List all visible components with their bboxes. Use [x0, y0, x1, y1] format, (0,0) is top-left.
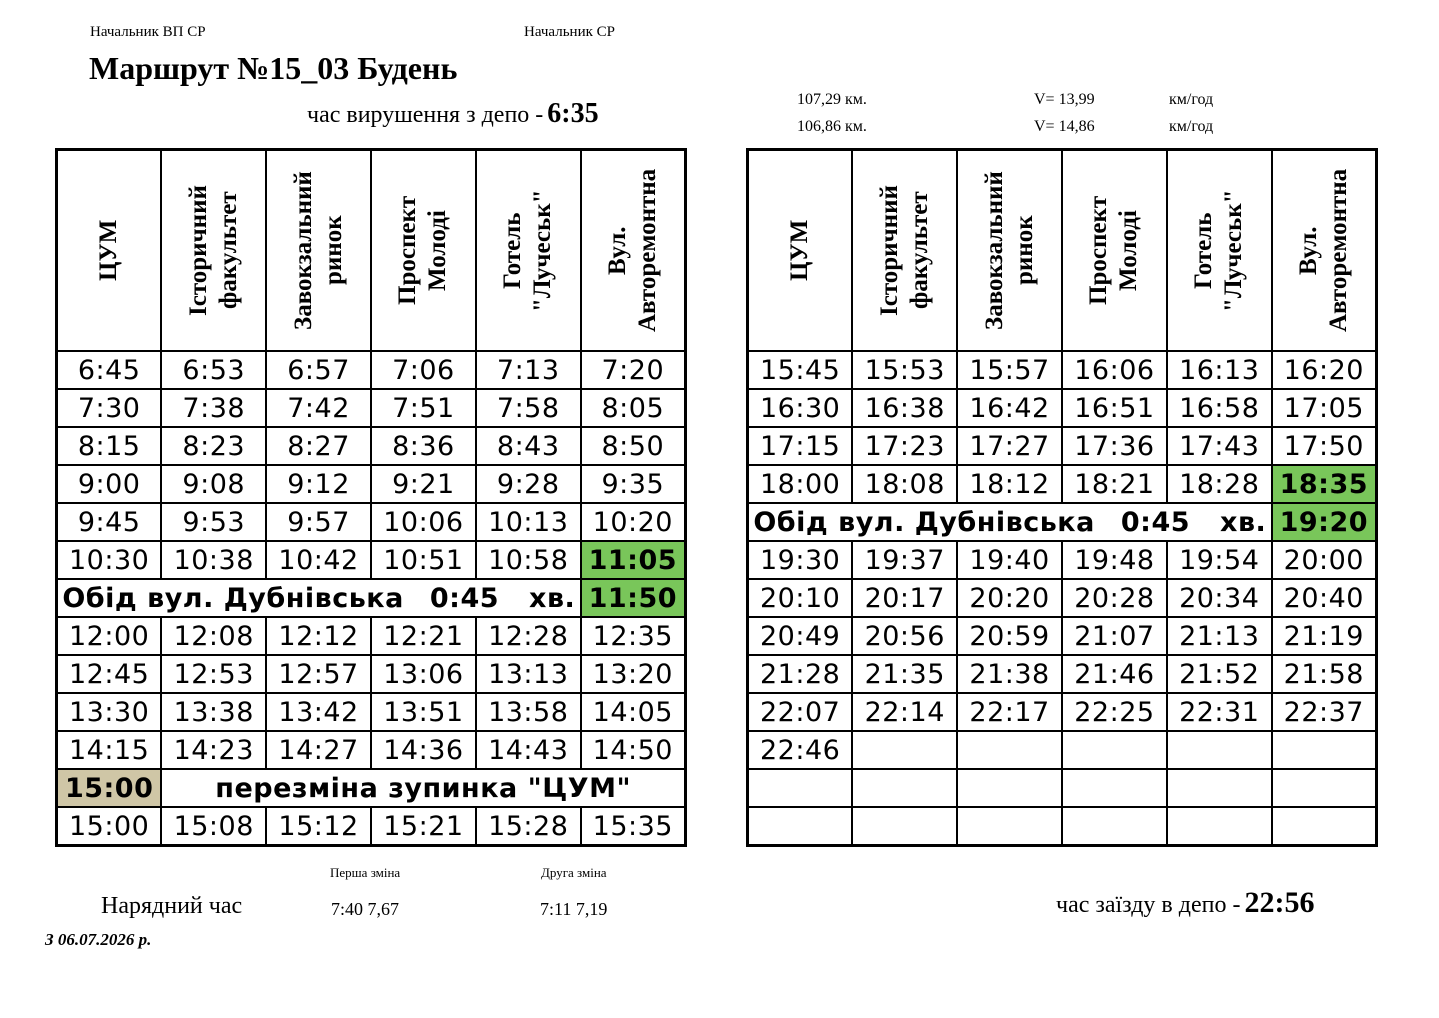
- stop-header-right-2: [957, 150, 1062, 352]
- table-row: [57, 503, 686, 541]
- table-row: [748, 351, 1377, 389]
- time-cell: 21:52: [1167, 655, 1272, 693]
- time-cell: 21:46: [1062, 655, 1167, 693]
- time-cell: 20:56: [852, 617, 957, 655]
- shift2-label: Друга зміна: [541, 865, 607, 880]
- time-cell: 10:30: [57, 541, 162, 579]
- time-cell: 14:05: [581, 693, 686, 731]
- lunch-break-duration: 0:45: [1120, 506, 1191, 538]
- stop-header-left-2: [266, 150, 371, 352]
- time-cell: 9:28: [476, 465, 581, 503]
- stop-name: [875, 153, 935, 348]
- time-cell: 21:07: [1062, 617, 1167, 655]
- table-row: [57, 731, 686, 769]
- chief-label-1: Начальник ВП СР: [90, 24, 206, 40]
- lunch-break-end-time: 11:50: [581, 579, 686, 617]
- table-row: [748, 389, 1377, 427]
- time-cell: [1272, 731, 1377, 769]
- stop-name: [94, 153, 124, 348]
- table-row: [57, 807, 686, 846]
- time-cell: 10:38: [161, 541, 266, 579]
- time-cell: 9:35: [581, 465, 686, 503]
- time-cell: 21:19: [1272, 617, 1377, 655]
- time-cell: 18:12: [957, 465, 1062, 503]
- time-cell: 10:51: [371, 541, 476, 579]
- time-cell: 9:57: [266, 503, 371, 541]
- time-cell: 18:00: [748, 465, 853, 503]
- time-cell: 15:08: [161, 807, 266, 846]
- time-cell: [957, 731, 1062, 769]
- stop-name: [1294, 153, 1354, 348]
- stop-name-line: Готель: [499, 212, 527, 289]
- time-cell: [1062, 731, 1167, 769]
- table-row: [57, 617, 686, 655]
- time-cell: 21:13: [1167, 617, 1272, 655]
- table-row: [748, 807, 1377, 846]
- stat-unit-2: км/год: [1169, 118, 1214, 135]
- time-cell: 20:17: [852, 579, 957, 617]
- time-cell: 17:36: [1062, 427, 1167, 465]
- time-cell: 16:38: [852, 389, 957, 427]
- stop-header-left-4: [476, 150, 581, 352]
- time-cell: [957, 769, 1062, 807]
- time-cell: 18:35: [1272, 465, 1377, 503]
- stat-km-1: 107,29 км.: [797, 91, 867, 108]
- time-cell: 13:58: [476, 693, 581, 731]
- time-cell: 19:54: [1167, 541, 1272, 579]
- stop-name-line: Молоді: [1115, 210, 1143, 291]
- lunch-break-row: [57, 579, 686, 617]
- time-cell: 7:06: [371, 351, 476, 389]
- time-cell: 13:13: [476, 655, 581, 693]
- time-cell: 16:51: [1062, 389, 1167, 427]
- stop-name: [289, 153, 349, 348]
- time-cell: 14:23: [161, 731, 266, 769]
- time-cell: [748, 769, 853, 807]
- stop-name-line: ЦУМ: [786, 219, 814, 282]
- time-cell: 8:27: [266, 427, 371, 465]
- stop-header-left-3: [371, 150, 476, 352]
- time-cell: [1062, 807, 1167, 846]
- table-row: [748, 655, 1377, 693]
- time-cell: 17:23: [852, 427, 957, 465]
- time-cell: [1272, 807, 1377, 846]
- stop-header-right-5: [1272, 150, 1377, 352]
- table-row: [748, 579, 1377, 617]
- lunch-break-note: [748, 503, 1272, 541]
- stop-name-line: факультет: [905, 191, 933, 310]
- time-cell: 19:37: [852, 541, 957, 579]
- stop-name-line: Проспект: [1085, 195, 1113, 306]
- stop-name: [603, 153, 663, 348]
- time-cell: 21:38: [957, 655, 1062, 693]
- time-cell: 18:08: [852, 465, 957, 503]
- time-cell: 14:15: [57, 731, 162, 769]
- table-row: [748, 541, 1377, 579]
- time-cell: 20:40: [1272, 579, 1377, 617]
- time-cell: 10:20: [581, 503, 686, 541]
- time-cell: 9:21: [371, 465, 476, 503]
- time-cell: 16:13: [1167, 351, 1272, 389]
- time-cell: 13:42: [266, 693, 371, 731]
- time-cell: 9:45: [57, 503, 162, 541]
- stat-km-2: 106,86 км.: [797, 118, 867, 135]
- lunch-break-row: [748, 503, 1377, 541]
- time-cell: 15:00: [57, 807, 162, 846]
- time-cell: 20:00: [1272, 541, 1377, 579]
- time-cell: 14:50: [581, 731, 686, 769]
- time-cell: 6:45: [57, 351, 162, 389]
- lunch-break-label: Обід вул. Дубнівська: [62, 582, 404, 614]
- time-cell: [852, 769, 957, 807]
- shift1-label: Перша зміна: [330, 865, 401, 880]
- time-cell: 8:23: [161, 427, 266, 465]
- time-cell: 13:30: [57, 693, 162, 731]
- time-cell: 17:50: [1272, 427, 1377, 465]
- time-cell: 15:28: [476, 807, 581, 846]
- stop-name-line: "Лучеськ": [1220, 189, 1248, 312]
- time-cell: 21:28: [748, 655, 853, 693]
- time-cell: 17:05: [1272, 389, 1377, 427]
- time-cell: [748, 807, 853, 846]
- stop-name-line: факультет: [214, 191, 242, 310]
- time-cell: 16:42: [957, 389, 1062, 427]
- time-cell: [852, 731, 957, 769]
- time-cell: 15:57: [957, 351, 1062, 389]
- time-cell: 14:27: [266, 731, 371, 769]
- stop-name-line: Готель: [1190, 212, 1218, 289]
- stop-header-right-0: [748, 150, 853, 352]
- return-label: час заїзду в депо -: [1056, 892, 1241, 918]
- time-cell: 21:35: [852, 655, 957, 693]
- time-cell: 18:21: [1062, 465, 1167, 503]
- time-cell: 22:25: [1062, 693, 1167, 731]
- lunch-break-label: Обід вул. Дубнівська: [753, 506, 1095, 538]
- table-row: [748, 617, 1377, 655]
- time-cell: 14:36: [371, 731, 476, 769]
- time-cell: 8:15: [57, 427, 162, 465]
- stop-name: [393, 153, 453, 348]
- stop-name: [980, 153, 1040, 348]
- stop-name-line: Завокзальний: [289, 171, 317, 330]
- time-cell: 7:30: [57, 389, 162, 427]
- time-cell: 16:58: [1167, 389, 1272, 427]
- time-cell: 20:10: [748, 579, 853, 617]
- stop-name-line: ринок: [1010, 215, 1038, 286]
- table-row: [57, 427, 686, 465]
- time-cell: 22:17: [957, 693, 1062, 731]
- time-cell: [1167, 807, 1272, 846]
- lunch-break-note: [57, 579, 581, 617]
- time-cell: 22:14: [852, 693, 957, 731]
- time-cell: 20:59: [957, 617, 1062, 655]
- time-cell: [1167, 731, 1272, 769]
- time-cell: 16:06: [1062, 351, 1167, 389]
- stop-name-line: Історичний: [184, 185, 212, 316]
- table-row: [57, 655, 686, 693]
- chief-label-2: Начальник СР: [524, 24, 615, 40]
- time-cell: 9:00: [57, 465, 162, 503]
- time-cell: 22:07: [748, 693, 853, 731]
- stop-name: [785, 153, 815, 348]
- stop-name: [498, 153, 558, 348]
- time-cell: 15:12: [266, 807, 371, 846]
- lunch-break-unit: хв.: [529, 582, 576, 614]
- time-cell: 12:00: [57, 617, 162, 655]
- time-cell: 22:37: [1272, 693, 1377, 731]
- stop-name: [1189, 153, 1249, 348]
- lunch-break-duration: 0:45: [429, 582, 500, 614]
- time-cell: 20:20: [957, 579, 1062, 617]
- stat-speed-1: V= 13,99: [1034, 91, 1095, 108]
- time-cell: 12:35: [581, 617, 686, 655]
- time-cell: 21:58: [1272, 655, 1377, 693]
- time-cell: 10:42: [266, 541, 371, 579]
- stop-name-line: Завокзальний: [980, 171, 1008, 330]
- time-cell: 15:21: [371, 807, 476, 846]
- time-cell: 8:05: [581, 389, 686, 427]
- time-cell: 14:43: [476, 731, 581, 769]
- stop-name-line: Історичний: [875, 185, 903, 316]
- table-row: [57, 389, 686, 427]
- stat-speed-2: V= 14,86: [1034, 118, 1095, 135]
- time-cell: 19:48: [1062, 541, 1167, 579]
- time-cell: 12:53: [161, 655, 266, 693]
- time-cell: 13:38: [161, 693, 266, 731]
- stop-name-line: Проспект: [394, 195, 422, 306]
- table-row: [748, 731, 1377, 769]
- time-cell: 20:28: [1062, 579, 1167, 617]
- time-cell: 12:45: [57, 655, 162, 693]
- time-cell: 7:13: [476, 351, 581, 389]
- time-cell: 6:53: [161, 351, 266, 389]
- shift1-value: 7:40 7,67: [331, 899, 400, 919]
- time-cell: 22:46: [748, 731, 853, 769]
- time-cell: 9:53: [161, 503, 266, 541]
- time-cell: [1062, 769, 1167, 807]
- stop-name-line: Авторемонтна: [1324, 168, 1352, 333]
- time-cell: 13:51: [371, 693, 476, 731]
- time-cell: 10:06: [371, 503, 476, 541]
- time-cell: 8:36: [371, 427, 476, 465]
- table-row: [748, 693, 1377, 731]
- time-cell: 8:43: [476, 427, 581, 465]
- depart-info: [307, 98, 599, 130]
- stop-header-right-3: [1062, 150, 1167, 352]
- timetable-right: [746, 148, 1378, 847]
- time-cell: 15:35: [581, 807, 686, 846]
- time-cell: [852, 807, 957, 846]
- stop-header-left-0: [57, 150, 162, 352]
- stop-name-line: Молоді: [424, 210, 452, 291]
- timetable-left: [55, 148, 687, 847]
- time-cell: 12:08: [161, 617, 266, 655]
- time-cell: 19:30: [748, 541, 853, 579]
- time-cell: 15:53: [852, 351, 957, 389]
- table-row: [748, 769, 1377, 807]
- table-row: [748, 427, 1377, 465]
- time-cell: 12:57: [266, 655, 371, 693]
- stop-header-right-1: [852, 150, 957, 352]
- time-cell: 6:57: [266, 351, 371, 389]
- time-cell: 15:45: [748, 351, 853, 389]
- time-cell: 13:06: [371, 655, 476, 693]
- time-cell: 12:12: [266, 617, 371, 655]
- time-cell: 9:08: [161, 465, 266, 503]
- time-cell: [1167, 769, 1272, 807]
- time-cell: 10:58: [476, 541, 581, 579]
- stop-name-line: Авторемонтна: [633, 168, 661, 333]
- table-row: [57, 465, 686, 503]
- table-row: [57, 693, 686, 731]
- time-cell: 22:31: [1167, 693, 1272, 731]
- table-row: [57, 351, 686, 389]
- time-cell: 8:50: [581, 427, 686, 465]
- stat-unit-1: км/год: [1169, 91, 1214, 108]
- stop-name-line: ринок: [319, 215, 347, 286]
- stop-name-line: Вул.: [1294, 226, 1322, 275]
- shift-change-row: [57, 769, 686, 807]
- time-cell: 12:28: [476, 617, 581, 655]
- lunch-break-unit: хв.: [1220, 506, 1267, 538]
- time-cell: 13:20: [581, 655, 686, 693]
- stop-name: [1084, 153, 1144, 348]
- time-cell: 10:13: [476, 503, 581, 541]
- time-cell: 7:20: [581, 351, 686, 389]
- table-row: [748, 465, 1377, 503]
- time-cell: [957, 807, 1062, 846]
- time-cell: [1272, 769, 1377, 807]
- depart-time: 6:35: [547, 98, 599, 129]
- time-cell: 7:42: [266, 389, 371, 427]
- time-cell: 18:28: [1167, 465, 1272, 503]
- time-cell: 9:12: [266, 465, 371, 503]
- effective-date: З 06.07.2026 р.: [45, 930, 152, 949]
- stop-name-line: "Лучеськ": [529, 189, 557, 312]
- time-cell: 17:15: [748, 427, 853, 465]
- shift-change-time: 15:00: [57, 769, 162, 807]
- stop-header-left-5: [581, 150, 686, 352]
- return-info: [1056, 886, 1314, 920]
- table-row: [57, 541, 686, 579]
- time-cell: 17:43: [1167, 427, 1272, 465]
- time-cell: 20:49: [748, 617, 853, 655]
- stop-name-line: Вул.: [603, 226, 631, 275]
- time-cell: 16:30: [748, 389, 853, 427]
- time-cell: 17:27: [957, 427, 1062, 465]
- stop-header-left-1: [161, 150, 266, 352]
- duty-time-label: Нарядний час: [101, 893, 243, 919]
- stop-header-right-4: [1167, 150, 1272, 352]
- time-cell: 16:20: [1272, 351, 1377, 389]
- time-cell: 19:40: [957, 541, 1062, 579]
- time-cell: 7:51: [371, 389, 476, 427]
- time-cell: 7:58: [476, 389, 581, 427]
- shift-change-note: перезміна зупинка "ЦУМ": [161, 769, 685, 807]
- stop-name: [184, 153, 244, 348]
- time-cell: 12:21: [371, 617, 476, 655]
- lunch-break-end-time: 19:20: [1272, 503, 1377, 541]
- time-cell: 11:05: [581, 541, 686, 579]
- time-cell: 7:38: [161, 389, 266, 427]
- depart-label: час вирушення з депо -: [307, 102, 544, 128]
- shift2-value: 7:11 7,19: [540, 899, 608, 919]
- return-time: 22:56: [1244, 886, 1315, 919]
- page-title: Маршрут №15_03 Будень: [89, 50, 458, 86]
- time-cell: 20:34: [1167, 579, 1272, 617]
- stop-name-line: ЦУМ: [95, 219, 123, 282]
